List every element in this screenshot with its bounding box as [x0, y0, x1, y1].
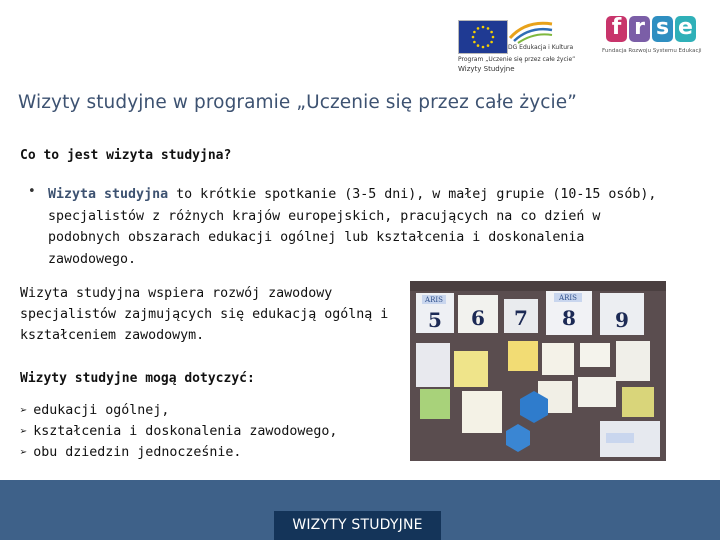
frse-caption: Fundacja Rozwoju Systemu Edukacji [602, 48, 702, 54]
list-item-text: obu dziedzin jednocześnie. [33, 445, 242, 460]
frse-logo [602, 16, 712, 60]
aris-tag-label: ARIS [559, 294, 577, 302]
definition-text [48, 184, 668, 270]
list-item [20, 400, 337, 421]
frse-logo-letter: s [652, 16, 673, 42]
support-paragraph: Wizyta studyjna wspiera rozwój zawodowy specjalistów zajmujących się edukacją ogólną i kształceniem zawodowym. [20, 286, 389, 343]
photo-number: 6 [471, 306, 485, 330]
eu-caption-line3: Wizyty Studyjne [458, 65, 515, 73]
list-item-text: edukacji ogólnej, [33, 403, 170, 418]
bullet-icon: • [28, 184, 36, 199]
frse-logo-letters [606, 16, 696, 42]
photo-number: 9 [615, 308, 629, 332]
photo-number: 5 [428, 308, 442, 332]
question-topics: Wizyty studyjne mogą dotyczyć: [20, 371, 255, 386]
workshop-photo [410, 281, 666, 461]
eu-caption-line2: Program „Uczenie się przez całe życie” [458, 56, 576, 63]
eu-flag-logo [458, 20, 508, 54]
frse-logo-letter: r [629, 16, 650, 42]
frse-logo-letter: f [606, 16, 627, 42]
aris-tag-label: ARIS [425, 296, 443, 304]
list-item [20, 421, 337, 442]
arrow-bullet-icon: ➢ [20, 445, 28, 459]
eu-caption-line1: DG Edukacja i Kultura [508, 44, 574, 51]
definition-rest: to krótkie spotkanie (3-5 dni), w małej grupie (10-15 osób), specjalistów z różnych krajów europejskich, pracujących na co dzień w podobnych obszarach edukacji ogólnej lub kształcenia i doskonalenia zawodowego. [48, 187, 657, 267]
header-logos [450, 14, 712, 80]
topics-list [20, 400, 337, 463]
photo-number: 7 [514, 306, 528, 330]
arrow-bullet-icon: ➢ [20, 424, 28, 438]
footer-band [0, 480, 720, 540]
photo-number: 8 [562, 306, 576, 330]
footer-label: WIZYTY STUDYJNE [274, 511, 441, 540]
workshop-photo-illustration [410, 281, 666, 461]
list-item [20, 442, 337, 463]
list-item-text: kształcenia i doskonalenia zawodowego, [33, 424, 338, 439]
definition-highlight: Wizyta studyjna [48, 187, 169, 202]
arrow-bullet-icon: ➢ [20, 403, 28, 417]
slide-title: Wizyty studyjne w programie „Uczenie się przez całe życie” [18, 92, 577, 113]
frse-logo-letter: e [675, 16, 696, 42]
question-what-is-study-visit: Co to jest wizyta studyjna? [20, 148, 232, 163]
